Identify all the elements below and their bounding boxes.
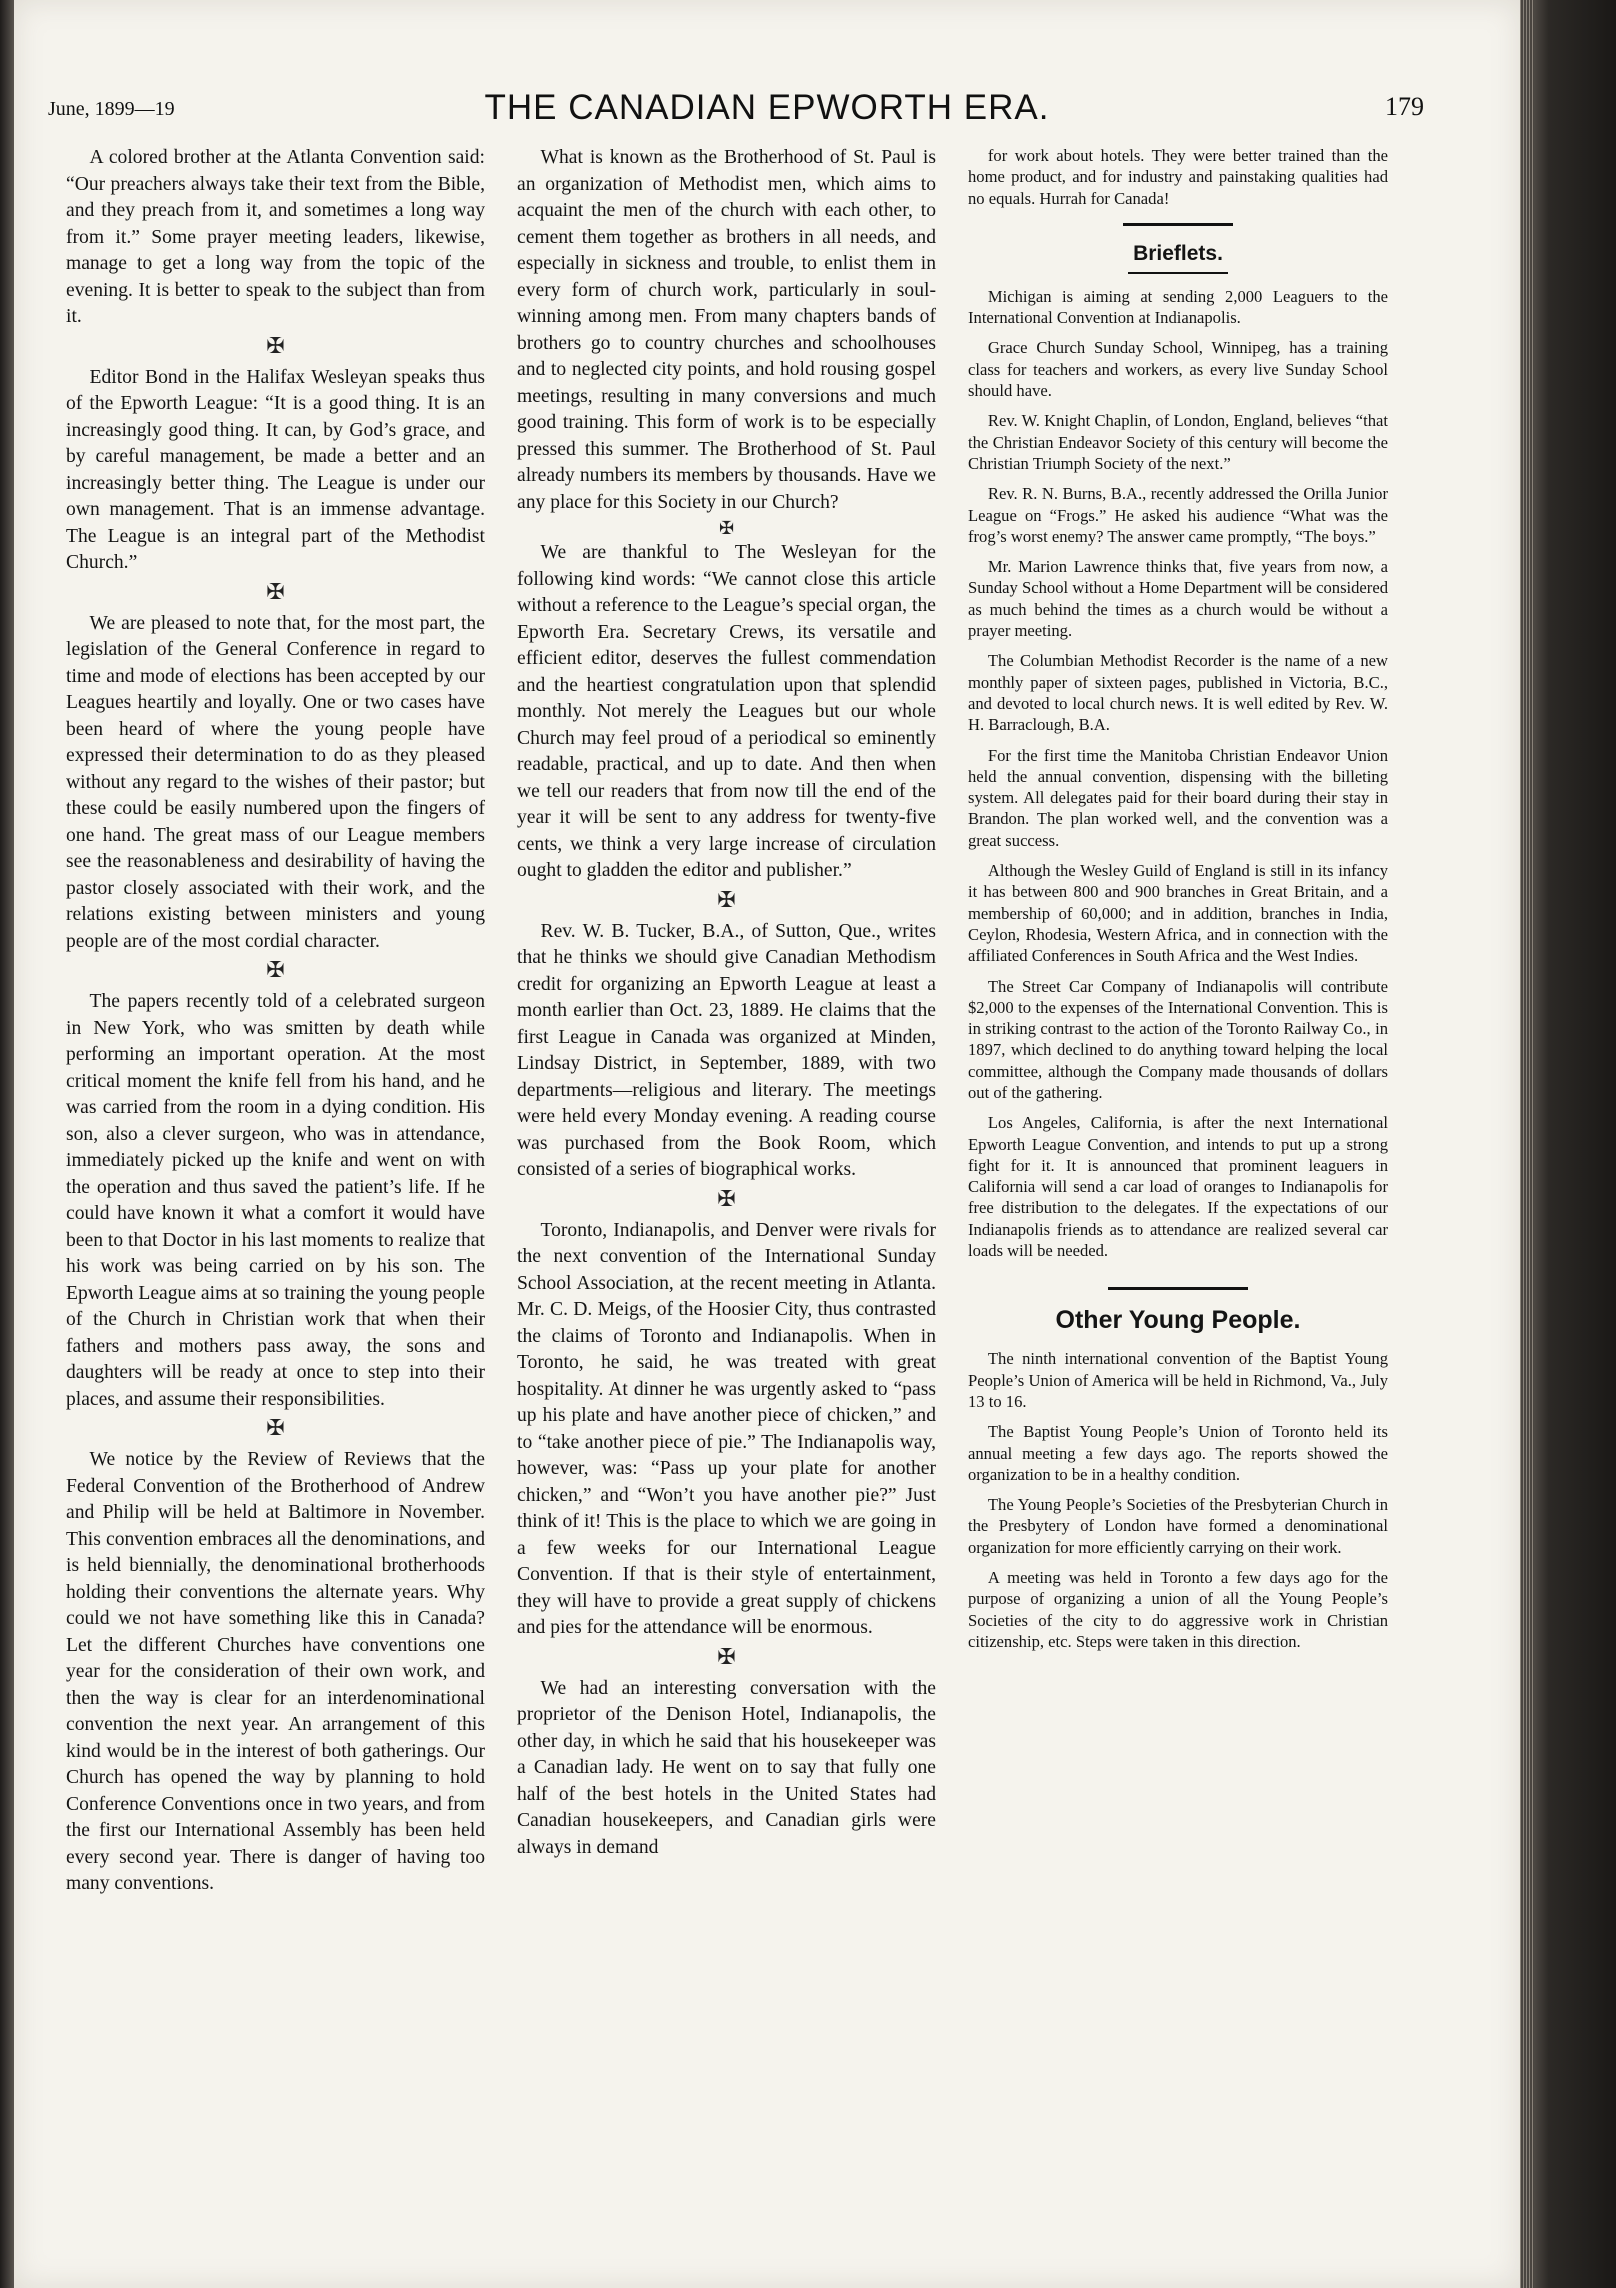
running-header bbox=[14, 88, 1520, 132]
news-item: A meeting was held in Toronto a few days ago for the purpose of organizing a union of all the Young People’s Societies of the city to do aggressive work in Christian citizenship, etc. Steps were taken in this direction. bbox=[968, 1568, 1388, 1651]
heading-underline bbox=[1128, 272, 1228, 274]
book-page-edges bbox=[1520, 0, 1616, 2288]
paragraph: Rev. W. B. Tucker, B.A., of Sutton, Que., writes that he thinks we should give Canadian Methodism credit for organizing an Epworth League at least a month earlier than Oct. 23, 1889. He claims that the first League in Canada was organized at Minden, Lindsay District, in September, 1889, with two departments—religious and literary. The meetings were held every Monday evening. A reading course was purchased from the Book Room, which consisted of a series of biographical works. bbox=[517, 920, 936, 1180]
brieflet-item: Mr. Marion Lawrence thinks that, five years from now, a Sunday School without a Home Department will be considered as much behind the times as a church would be without a prayer meeting. bbox=[968, 557, 1388, 641]
cross-separator-icon: ✠ bbox=[266, 332, 285, 358]
brieflet-item: Rev. W. Knight Chaplin, of London, England, believes “that the Christian Endeavor Society of this century will become the Christian Triumph Society of the next.” bbox=[968, 411, 1388, 473]
section-rule bbox=[1108, 1287, 1248, 1290]
news-item: The Baptist Young People’s Union of Toronto held its annual meeting a few days ago. The reports showed the organization to be in a healthy condition. bbox=[968, 1422, 1388, 1484]
cross-separator-icon: ✠ bbox=[717, 1643, 736, 1669]
column-middle bbox=[517, 145, 936, 1861]
paragraph: Editor Bond in the Halifax Wesleyan speaks thus of the Epworth League: “It is a good thing. It is an increasingly good thing. It can, by God’s grace, and by careful management, be made a better and an increasingly better thing. The League is under our own management. That is an immense advantage. The League is an integral part of the Methodist Church.” bbox=[66, 366, 485, 573]
brieflet-item: Los Angeles, California, is after the next International Epworth League Convention, and intends to put up a strong fight for it. It is announced that prominent leaguers in California will send a car load of oranges to Indianapolis for free distribution to the delegates. If the expectations of our Indianapolis friends as to attendance are realized several car loads will be needed. bbox=[968, 1113, 1388, 1261]
brieflet-item: The Street Car Company of Indianapolis will contribute $2,000 to the expenses of the International Convention. This is in striking contrast to the action of the Toronto Railway Co., in 1897, which declined to do anything toward helping the local committee, although the Company made thousands of dollars out of the gathering. bbox=[968, 976, 1388, 1102]
paragraph: for work about hotels. They were better trained than the home product, and for industry and painstaking qualities had no equals. Hurrah for Canada! bbox=[968, 146, 1388, 208]
paragraph: We notice by the Review of Reviews that the Federal Convention of the Brotherhood of Andrew and Philip will be held at Baltimore in November. This convention embraces all the denominations, and is held biennially, the denominational brotherhoods holding their conventions the alternate years. Why could we not have something like this in Canada? Let the different Churches have conventions one year for the consideration of their own work, and then the way is clear for an interdenominational convention the next year. An arrangement of this kind would be in the interest of both gatherings. Our Church has opened the way by planning to hold Conference Conventions once in two years, and from the first our International Assembly has been held every second year. There is danger of having too many conventions. bbox=[66, 1449, 485, 1894]
header-title: THE CANADIAN EPWORTH ERA. bbox=[484, 88, 1050, 127]
cross-separator-icon: ✠ bbox=[266, 957, 285, 982]
cross-separator-icon: ✠ bbox=[717, 1185, 736, 1211]
page-number: 179 bbox=[1385, 92, 1424, 121]
section-heading-brieflets: Brieflets. bbox=[1133, 241, 1223, 265]
news-item: The ninth international convention of the Baptist Young People’s Union of America will be held in Richmond, Va., July 13 to 16. bbox=[968, 1349, 1388, 1411]
book-page-edge-lines bbox=[1520, 0, 1534, 2288]
brieflet-item: Although the Wesley Guild of England is still in its infancy it has between 800 and 900 branches in Great Britain, and a membership of 60,000; and in addition, branches in India, Ceylon, Rhodesia, Western Africa, and in connection with the affiliated Conferences in South Africa and the West Indies. bbox=[968, 861, 1388, 966]
column-right bbox=[968, 145, 1388, 1661]
paragraph: What is known as the Brotherhood of St. Paul is an organization of Methodist men, which aims to acquaint the men of the church with each other, to cement them together as brothers in all needs, and especially in sickness and trouble, to enlist them in every form of church work, particularly in soul-winning among men. From many chapters bands of brothers go to country churches and schoolhouses and to neglected city points, and hold rousing gospel meetings, resulting in many conversions and much good training. This form of work is to be especially pressed this summer. The Brotherhood of St. Paul already numbers its members by thousands. Have we any place for this Society in our Church? bbox=[517, 147, 936, 513]
cross-separator-icon: ✠ bbox=[266, 1415, 285, 1440]
paragraph: Toronto, Indianapolis, and Denver were rivals for the next convention of the International Sunday School Association, at the recent meeting in Atlanta. Mr. C. D. Meigs, of the Hoosier City, thus contrasted the claims of Toronto and Indianapolis. When in Toronto, he said, he was treated with great hospitality. At dinner he was urgently asked to “pass up his plate and have another piece of chicken,” and to “take another piece of pie.” The Indianapolis way, however, was: “Pass up your plate for another chicken,” and “Won’t you have another pie?” Just think of it! This is the place to which we are going in a few weeks for our International League Convention. If that is their style of entertainment, they will have to provide a great supply of chickens and pies for the attendance will be enormous. bbox=[517, 1219, 936, 1638]
brieflet-item: Rev. R. N. Burns, B.A., recently addressed the Orilla Junior League on “Frogs.” He asked his audience “What was the frog’s worst enemy? The answer came promptly, “The boys.” bbox=[968, 484, 1388, 546]
cross-separator-icon: ✠ bbox=[266, 578, 285, 604]
book-binding-shadow bbox=[0, 0, 14, 2288]
brieflet-item: Michigan is aiming at sending 2,000 Leaguers to the International Convention at Indianapolis. bbox=[968, 286, 1388, 328]
paragraph: We had an interesting conversation with the proprietor of the Denison Hotel, Indianapolis, the other day, in which he said that his housekeeper was a Canadian lady. He went on to say that fully one half of the best hotels in the United States had Canadian housekeepers, and Canadian girls were always in demand bbox=[517, 1677, 936, 1858]
paragraph: We are pleased to note that, for the most part, the legislation of the General Conference in regard to time and mode of elections has been accepted by our Leagues heartily and loyally. One or two cases have been heard of where the young people have expressed their determination to do as they pleased without any regard to the wishes of their pastor; but these could be easily numbered upon the fingers of one hand. The great mass of our League members see the reasonableness and desirability of having the pastor closely associated with their work, and the relations existing between ministers and young people are of the most cordial character. bbox=[66, 612, 485, 952]
section-heading-other-young-people: Other Young People. bbox=[1055, 1306, 1301, 1335]
paragraph: We are thankful to The Wesleyan for the following kind words: “We cannot close this article without a reference to the League’s special organ, the Epworth Era. Secretary Crews, its versatile and efficient editor, deserves the fullest commendation and the heartiest congratulation upon that splendid monthly. Not merely the Leagues but our whole Church may feel proud of a periodical so eminently readable, practical, and up to date. And then when we tell our readers that from now till the end of the year it will be sent to any address for twenty-five cents, we think a very large increase of circulation ought to gladden the editor and publisher.” bbox=[517, 542, 936, 881]
column-left bbox=[66, 145, 485, 1898]
cross-separator-icon: ✠ bbox=[717, 886, 736, 912]
header-date: June, 1899—19 bbox=[48, 98, 175, 120]
paragraph: A colored brother at the Atlanta Convention said: “Our preachers always take their text from the Bible, and they preach from it, and sometimes a long way from it.” Some prayer meeting leaders, likewise, manage to get a long way from the topic of the evening. It is better to speak to the subject than from it. bbox=[66, 147, 485, 327]
brieflet-item: For the first time the Manitoba Christian Endeavor Union held the annual convention, dispensing with the billeting system. All delegates paid for their board during their stay in Brandon. The plan worked well, and the convention was a great success. bbox=[968, 745, 1388, 850]
brieflet-item: Grace Church Sunday School, Winnipeg, has a training class for teachers and workers, as every live Sunday School should have. bbox=[968, 338, 1388, 401]
news-item: The Young People’s Societies of the Presbyterian Church in the Presbytery of London have formed a denominational organization for more efficiently carrying on their work. bbox=[968, 1495, 1388, 1557]
paragraph: The papers recently told of a celebrated surgeon in New York, who was smitten by death while performing an important operation. At the most critical moment the knife fell from his hand, and he was carried from the room in a dying condition. His son, also a clever surgeon, who was in attendance, immediately picked up the knife and went on with the operation and thus saved the patient’s life. If he could have known it what a comfort it would have been to that Doctor in his last moments to realize that his work was being carried on by his son. The Epworth League aims at so training the young people of the Church in Christian work that when their fathers and mothers pass away, the sons and daughters will be ready at once to step into their places, and assume their responsibilities. bbox=[66, 991, 485, 1410]
brieflet-item: The Columbian Methodist Recorder is the name of a new monthly paper of sixteen pages, published in Victoria, B.C., and devoted to local church news. It is well edited by Rev. W. H. Barraclough, B.A. bbox=[968, 651, 1388, 735]
cross-separator-icon: ✠ bbox=[718, 518, 735, 538]
section-rule bbox=[1123, 223, 1233, 226]
